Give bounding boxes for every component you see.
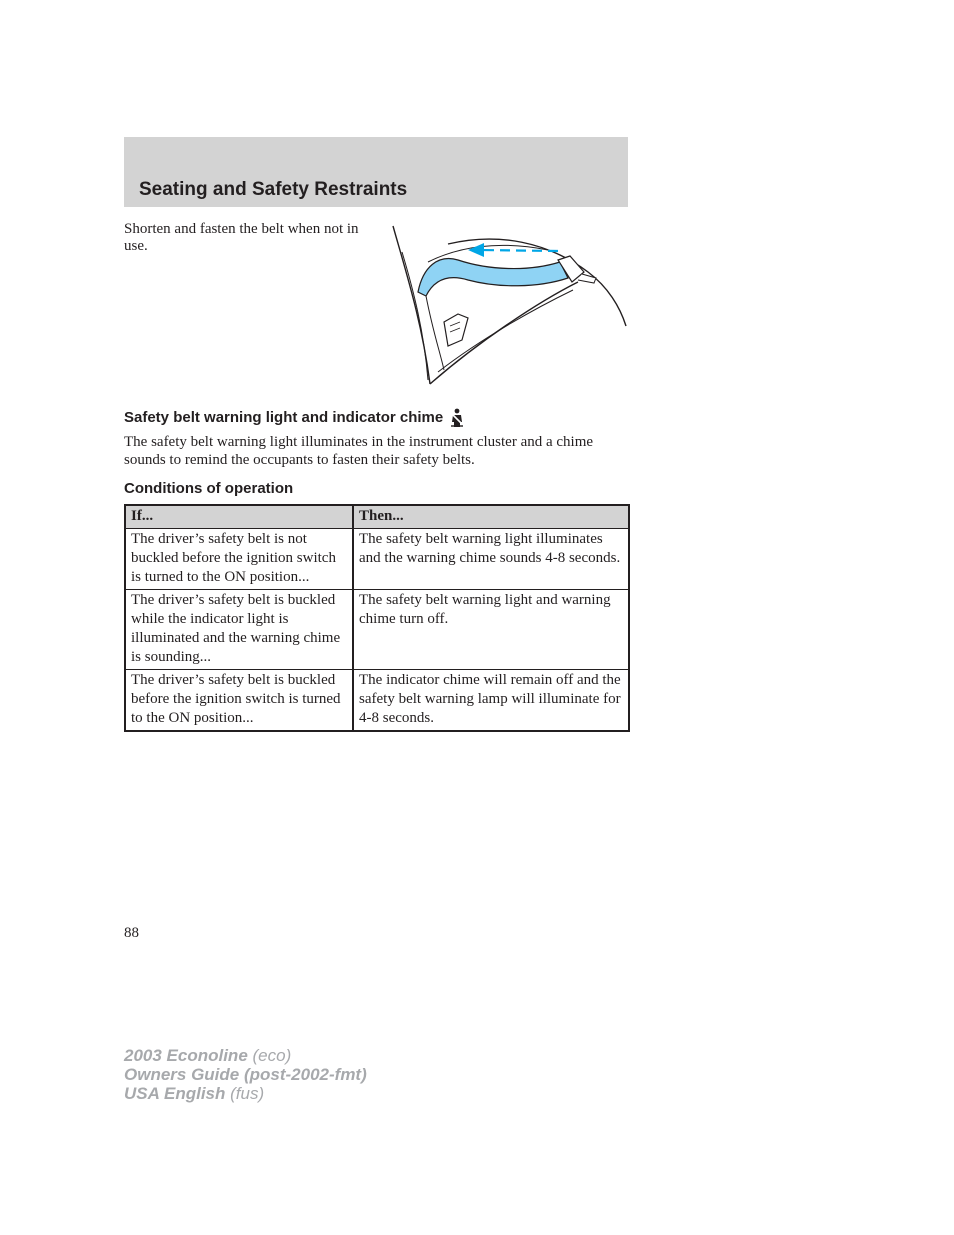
document-footer	[124, 1046, 367, 1103]
conditions-table	[124, 504, 630, 732]
footer-line-2	[124, 1065, 367, 1084]
footer-model: 2003 Econoline	[124, 1046, 248, 1065]
arrow-left-icon	[468, 243, 484, 257]
seatbelt-stow-illustration	[388, 222, 632, 388]
footer-guide: Owners Guide (post-2002-fmt)	[124, 1065, 367, 1084]
seatbelt-icon	[449, 408, 465, 428]
table-row	[125, 590, 629, 670]
warning-heading	[124, 408, 465, 428]
column-header-if: If...	[125, 505, 353, 529]
result-cell: The safety belt warning light illuminates and the warning chime sounds 4-8 seconds.	[353, 529, 629, 590]
condition-cell: The driver’s safety belt is buckled while the indicator light is illuminated and the warning chime is sounding...	[125, 590, 353, 670]
intro-text: Shorten and fasten the belt when not in use.	[124, 221, 359, 254]
table-header-row	[125, 505, 629, 529]
footer-model-code: (eco)	[252, 1046, 292, 1065]
result-cell: The safety belt warning light and warning chime turn off.	[353, 590, 629, 670]
warning-body: The safety belt warning light illuminates in the instrument cluster and a chime sounds to remind the occupants to fasten their safety belts.	[124, 434, 594, 468]
warning-heading-text: Safety belt warning light and indicator chime	[124, 409, 444, 426]
condition-cell: The driver’s safety belt is buckled before the ignition switch is turned to the ON position...	[125, 670, 353, 732]
conditions-heading: Conditions of operation	[124, 480, 294, 497]
footer-line-1	[124, 1046, 367, 1065]
footer-language-code: (fus)	[230, 1084, 265, 1103]
footer-line-3	[124, 1084, 367, 1103]
page-number: 88	[124, 925, 139, 941]
column-header-then: Then...	[353, 505, 629, 529]
table-row	[125, 529, 629, 590]
section-title: Seating and Safety Restraints	[139, 179, 408, 200]
table-row	[125, 670, 629, 732]
result-cell: The indicator chime will remain off and the safety belt warning lamp will illuminate for 4-8 seconds.	[353, 670, 629, 732]
footer-language: USA English	[124, 1084, 226, 1103]
condition-cell: The driver’s safety belt is not buckled before the ignition switch is turned to the ON position...	[125, 529, 353, 590]
belt-webbing	[418, 259, 568, 296]
